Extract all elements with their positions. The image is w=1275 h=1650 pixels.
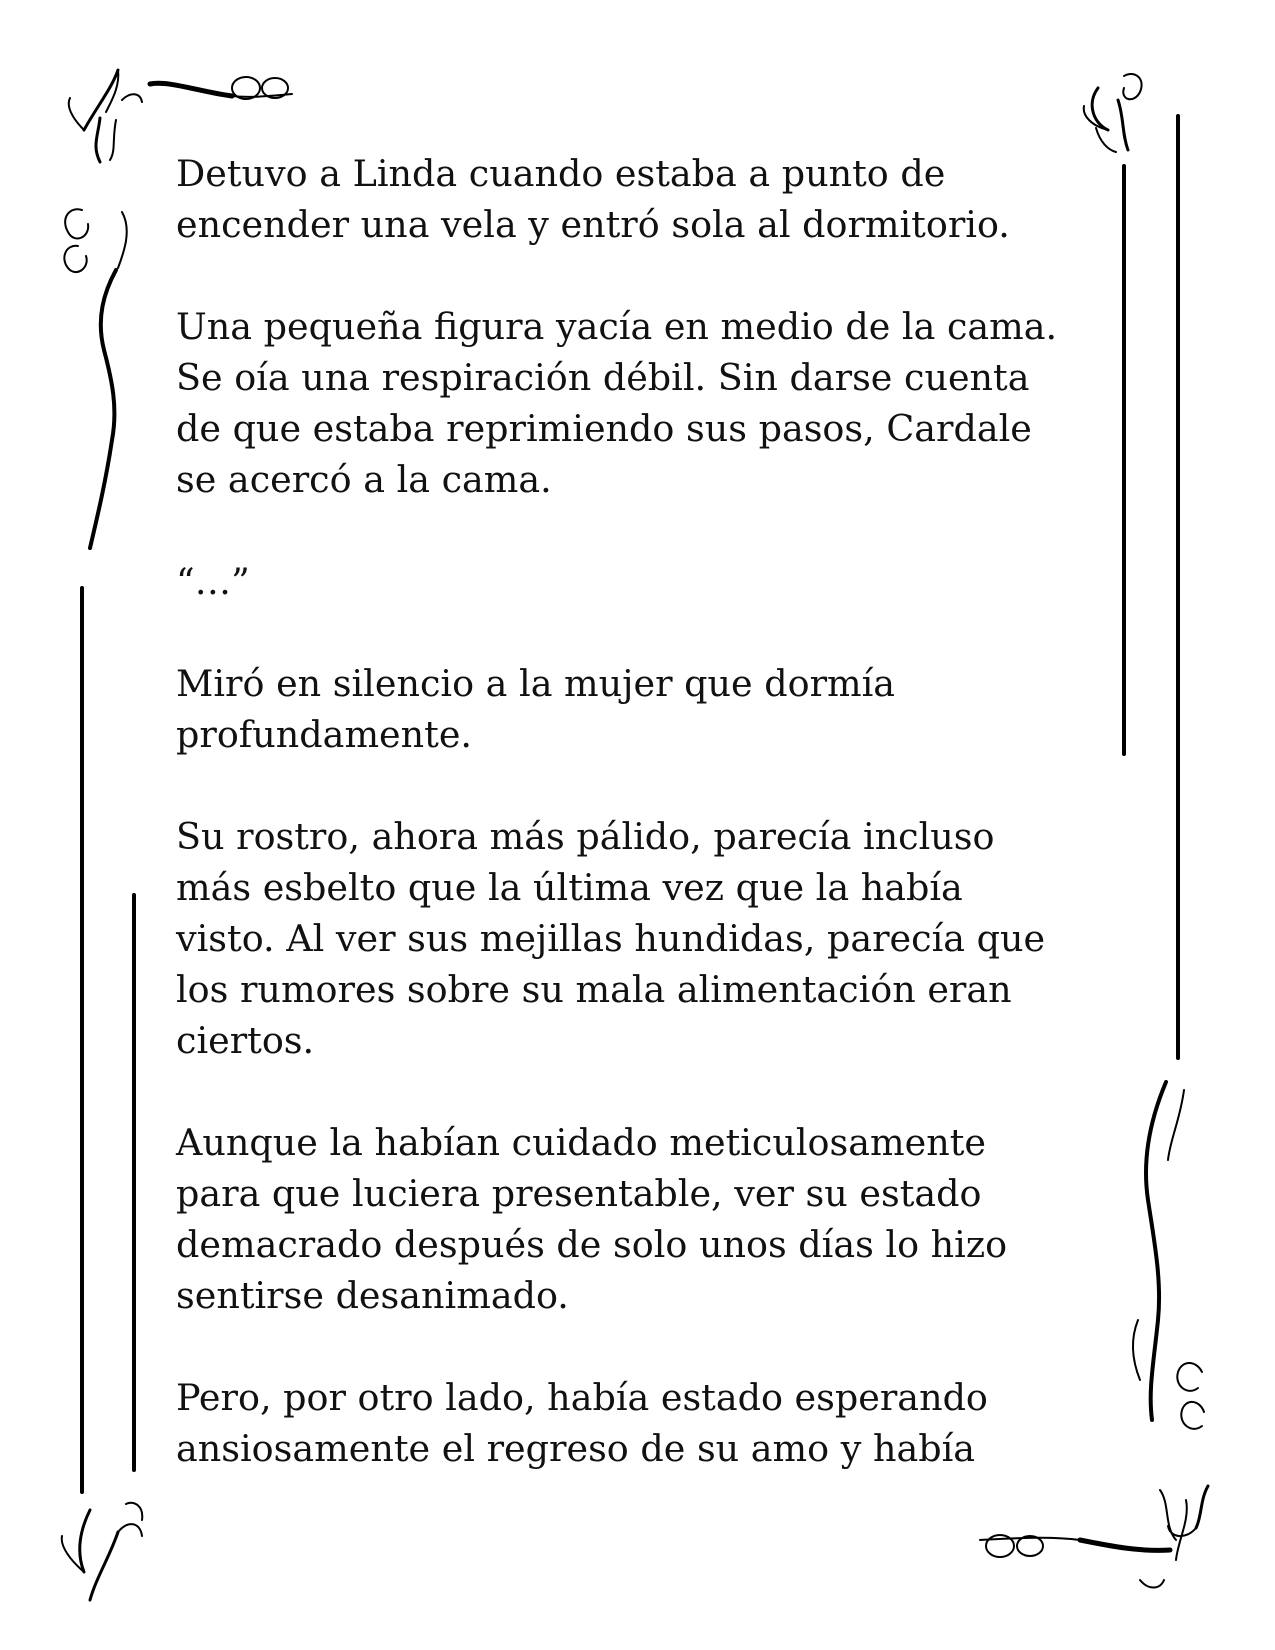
paragraph: Detuvo a Linda cuando estaba a punto de encender una vela y entró sola al dormitorio. [176,152,1010,246]
top-right-flourish [1084,74,1142,152]
bottom-left-flourish [62,1503,143,1600]
paragraph: “…” [176,560,250,603]
paragraph: Su rostro, ahora más pálido, parecía incluso más esbelto que la última vez que la había visto. Al ver sus mejillas hundidas, parecía que los rumores sobre su mala alimentación eran ciertos. [176,815,1046,1062]
paragraph: Pero, por otro lado, había estado esperando ansiosamente el regreso de su amo y había [176,1376,988,1470]
page-body-text [176,148,1106,1474]
right-swash-curve [1146,1082,1166,1420]
paragraph: Una pequeña figura yacía en medio de la cama. Se oía una respiración débil. Sin darse cuenta de que estaba reprimiendo sus pasos, Cardale se acercó a la cama. [176,305,1058,501]
left-swash-curve [90,270,116,548]
paragraph: Miró en silencio a la mujer que dormía profundamente. [176,662,896,756]
paragraph: Aunque la habían cuidado meticulosamente para que luciera presentable, ver su estado demacrado después de solo unos días lo hizo sentirse desanimado. [176,1121,1008,1317]
